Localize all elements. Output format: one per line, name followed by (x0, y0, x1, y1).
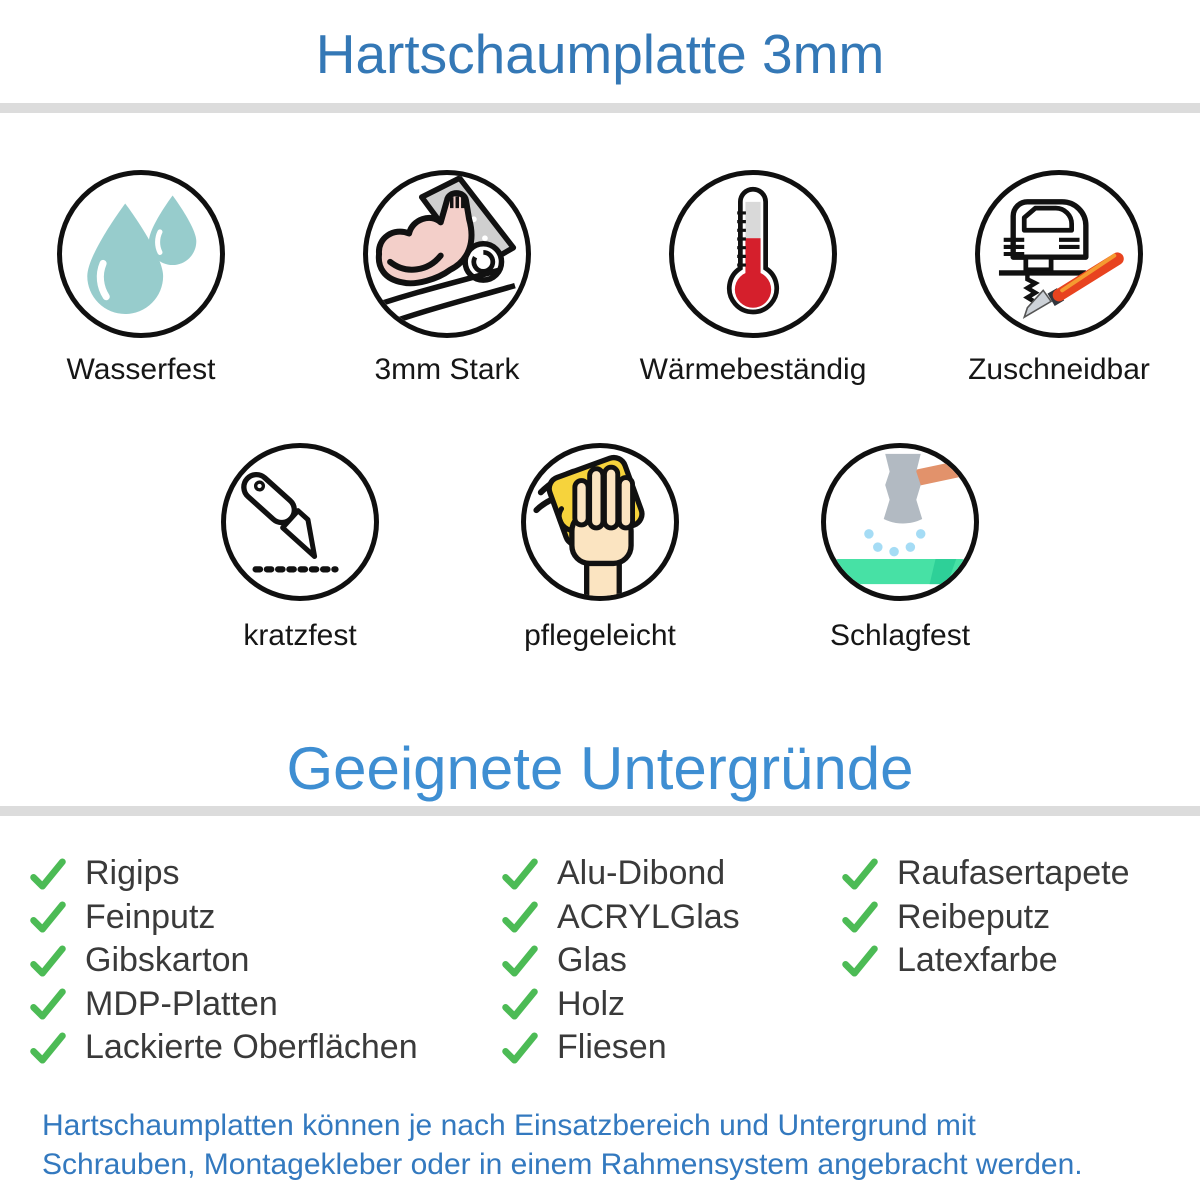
hammer-icon (821, 443, 979, 601)
checkmark-icon (840, 854, 880, 894)
substrate-label: MDP-Platten (85, 984, 278, 1023)
list-item (500, 896, 740, 940)
substrate-label: Reibeputz (897, 897, 1051, 936)
substrate-label: Glas (557, 941, 627, 980)
mounting-note-line1: Hartschaumplatten können je nach Einsatzbereich und Untergrund mit (42, 1109, 976, 1142)
substrate-label: Feinputz (85, 897, 216, 936)
substrate-label: Rigips (85, 854, 180, 893)
features-row-1 (0, 170, 1200, 387)
feature-label: 3mm Stark (374, 353, 520, 386)
list-item (500, 983, 740, 1027)
checkmark-icon (500, 897, 540, 937)
list-item (840, 939, 1130, 983)
feature-schlagfest (750, 443, 1050, 653)
feature-label: kratzfest (243, 619, 357, 652)
checkmark-icon (28, 1028, 68, 1068)
substrate-label: Holz (557, 984, 626, 1023)
substrates-list (0, 852, 1200, 1082)
list-item (28, 896, 418, 940)
divider-bar-top (0, 103, 1200, 113)
mounting-note-line2: Schrauben, Montagekleber oder in einem Rahmensystem angebracht werden. (42, 1148, 1083, 1181)
list-item (500, 1026, 740, 1070)
substrate-label: Gibskarton (85, 941, 250, 980)
feature-3mm-stark (361, 170, 533, 387)
substrate-label: Fliesen (557, 1028, 667, 1067)
feature-label: Wasserfest (66, 353, 216, 386)
list-item (28, 939, 418, 983)
feature-label: Schlagfest (829, 619, 971, 652)
feature-kratzfest (150, 443, 450, 653)
list-item (500, 852, 740, 896)
list-item (840, 896, 1130, 940)
checkmark-icon (28, 897, 68, 937)
checkmark-icon (840, 941, 880, 981)
list-item (840, 852, 1130, 896)
cleaning-hand-icon (521, 443, 679, 601)
muscle-arm-icon (363, 170, 531, 338)
features-row-2 (0, 443, 1200, 653)
feature-waermebestaendig (639, 170, 867, 387)
substrates-column-2 (500, 852, 740, 1070)
feature-wasserfest (55, 170, 227, 387)
substrate-label: Raufasertapete (897, 854, 1130, 893)
checkmark-icon (840, 897, 880, 937)
list-item (500, 939, 740, 983)
water-drops-icon (57, 170, 225, 338)
checkmark-icon (28, 984, 68, 1024)
thermometer-icon (669, 170, 837, 338)
list-item (28, 852, 418, 896)
mounting-note (42, 1106, 1083, 1184)
checkmark-icon (500, 854, 540, 894)
section-title-untergruende: Geeignete Untergründe (286, 735, 914, 802)
substrate-label: Alu-Dibond (557, 854, 726, 893)
checkmark-icon (28, 941, 68, 981)
feature-label: Zuschneidbar (968, 353, 1150, 386)
substrate-label: ACRYLGlas (557, 897, 740, 936)
substrates-column-3 (840, 852, 1130, 983)
divider-bar-middle (0, 806, 1200, 816)
feature-pflegeleicht (450, 443, 750, 653)
page-title: Hartschaumplatte 3mm (315, 23, 885, 85)
checkmark-icon (500, 941, 540, 981)
substrates-column-1 (28, 852, 418, 1070)
feature-label: Wärmebeständig (639, 353, 867, 386)
feature-label: pflegeleicht (524, 619, 676, 652)
jigsaw-cutter-icon (975, 170, 1143, 338)
substrate-label: Lackierte Oberflächen (85, 1028, 418, 1067)
substrate-label: Latexfarbe (897, 941, 1058, 980)
utility-knife-icon (221, 443, 379, 601)
checkmark-icon (500, 1028, 540, 1068)
checkmark-icon (28, 854, 68, 894)
list-item (28, 983, 418, 1027)
checkmark-icon (500, 984, 540, 1024)
list-item (28, 1026, 418, 1070)
feature-zuschneidbar (968, 170, 1150, 387)
